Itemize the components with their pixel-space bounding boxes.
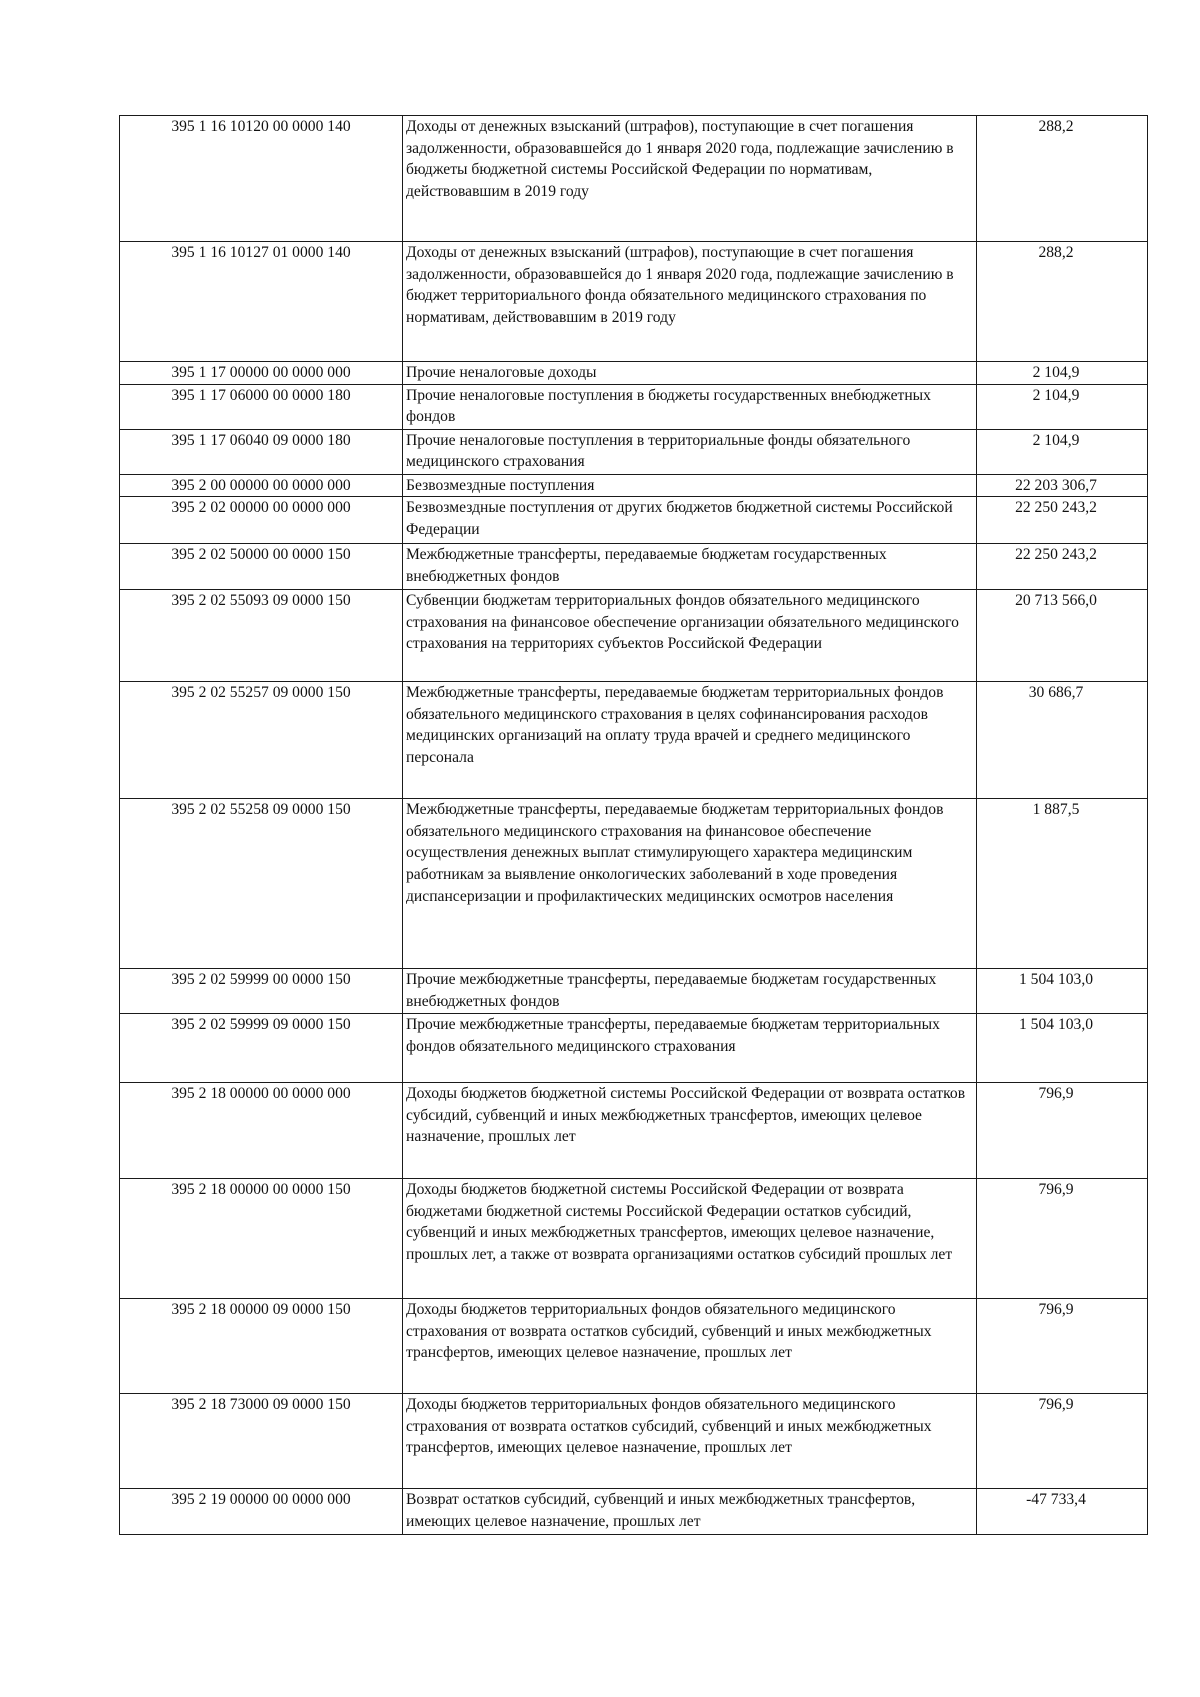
row-code: 395 2 02 59999 00 0000 150 bbox=[120, 969, 403, 1014]
row-description: Прочие неналоговые поступления в территориальные фонды обязательного медицинского страхования bbox=[403, 429, 977, 474]
row-amount: 22 203 306,7 bbox=[977, 474, 1148, 497]
row-amount: 22 250 243,2 bbox=[977, 544, 1148, 590]
row-code: 395 1 17 00000 00 0000 000 bbox=[120, 362, 403, 385]
row-code: 395 2 02 59999 09 0000 150 bbox=[120, 1014, 403, 1083]
row-description: Доходы бюджетов бюджетной системы Российской Федерации от возврата бюджетами бюджетной системы Российской Федерации остатков субсидий, субвенций и иных межбюджетных трансфертов, имеющих целевое назначение, прошлых лет, а также от возврата организациями остатков субсидий прошлых лет bbox=[403, 1179, 977, 1299]
table-row bbox=[120, 1299, 1148, 1394]
table-row bbox=[120, 497, 1148, 544]
table-row bbox=[120, 429, 1148, 474]
row-code: 395 2 00 00000 00 0000 000 bbox=[120, 474, 403, 497]
row-description: Доходы бюджетов территориальных фондов обязательного медицинского страхования от возврата остатков субсидий, субвенций и иных межбюджетных трансфертов, имеющих целевое назначение, прошлых лет bbox=[403, 1299, 977, 1394]
row-amount: 288,2 bbox=[977, 242, 1148, 362]
row-description: Доходы от денежных взысканий (штрафов), поступающие в счет погашения задолженности, образовавшейся до 1 января 2020 года, подлежащие зачислению в бюджет территориального фонда обязательного медицинского страхования по нормативам, действовавшим в 2019 году bbox=[403, 242, 977, 362]
row-code: 395 2 18 00000 00 0000 000 bbox=[120, 1083, 403, 1179]
table-row bbox=[120, 799, 1148, 969]
table-row bbox=[120, 242, 1148, 362]
row-amount: 30 686,7 bbox=[977, 682, 1148, 799]
row-amount: 796,9 bbox=[977, 1394, 1148, 1489]
row-code: 395 2 02 00000 00 0000 000 bbox=[120, 497, 403, 544]
row-amount: 1 887,5 bbox=[977, 799, 1148, 969]
row-description: Прочие неналоговые поступления в бюджеты государственных внебюджетных фондов bbox=[403, 384, 977, 429]
revenue-table bbox=[119, 115, 1148, 1535]
table-row bbox=[120, 1179, 1148, 1299]
row-description: Прочие межбюджетные трансферты, передаваемые бюджетам государственных внебюджетных фондов bbox=[403, 969, 977, 1014]
table-row bbox=[120, 682, 1148, 799]
row-amount: 796,9 bbox=[977, 1179, 1148, 1299]
table-row bbox=[120, 1014, 1148, 1083]
row-description: Межбюджетные трансферты, передаваемые бюджетам территориальных фондов обязательного медицинского страхования в целях софинансирования расходов медицинских организаций на оплату труда врачей и среднего медицинского персонала bbox=[403, 682, 977, 799]
table-row bbox=[120, 116, 1148, 242]
row-amount: 20 713 566,0 bbox=[977, 590, 1148, 682]
row-code: 395 1 17 06000 00 0000 180 bbox=[120, 384, 403, 429]
row-code: 395 2 19 00000 00 0000 000 bbox=[120, 1489, 403, 1535]
table-row bbox=[120, 590, 1148, 682]
table-row bbox=[120, 1489, 1148, 1535]
table-row bbox=[120, 1394, 1148, 1489]
row-code: 395 2 18 00000 00 0000 150 bbox=[120, 1179, 403, 1299]
row-description: Прочие межбюджетные трансферты, передаваемые бюджетам территориальных фондов обязательного медицинского страхования bbox=[403, 1014, 977, 1083]
row-description: Межбюджетные трансферты, передаваемые бюджетам государственных внебюджетных фондов bbox=[403, 544, 977, 590]
row-code: 395 1 16 10127 01 0000 140 bbox=[120, 242, 403, 362]
row-description: Прочие неналоговые доходы bbox=[403, 362, 977, 385]
row-code: 395 2 02 50000 00 0000 150 bbox=[120, 544, 403, 590]
row-description: Субвенции бюджетам территориальных фондов обязательного медицинского страхования на финансовое обеспечение организации обязательного медицинского страхования на территориях субъектов Российской Федерации bbox=[403, 590, 977, 682]
row-amount: -47 733,4 bbox=[977, 1489, 1148, 1535]
table-row bbox=[120, 474, 1148, 497]
row-description: Доходы бюджетов территориальных фондов обязательного медицинского страхования от возврата остатков субсидий, субвенций и иных межбюджетных трансфертов, имеющих целевое назначение, прошлых лет bbox=[403, 1394, 977, 1489]
row-description: Безвозмездные поступления от других бюджетов бюджетной системы Российской Федерации bbox=[403, 497, 977, 544]
row-description: Возврат остатков субсидий, субвенций и иных межбюджетных трансфертов, имеющих целевое назначение, прошлых лет bbox=[403, 1489, 977, 1535]
row-code: 395 1 16 10120 00 0000 140 bbox=[120, 116, 403, 242]
row-amount: 1 504 103,0 bbox=[977, 969, 1148, 1014]
row-code: 395 2 02 55257 09 0000 150 bbox=[120, 682, 403, 799]
row-amount: 2 104,9 bbox=[977, 362, 1148, 385]
row-amount: 22 250 243,2 bbox=[977, 497, 1148, 544]
row-amount: 2 104,9 bbox=[977, 384, 1148, 429]
table-row bbox=[120, 362, 1148, 385]
row-code: 395 2 18 73000 09 0000 150 bbox=[120, 1394, 403, 1489]
row-amount: 1 504 103,0 bbox=[977, 1014, 1148, 1083]
table-row bbox=[120, 969, 1148, 1014]
table-row bbox=[120, 544, 1148, 590]
table-row bbox=[120, 1083, 1148, 1179]
row-amount: 2 104,9 bbox=[977, 429, 1148, 474]
row-code: 395 2 02 55258 09 0000 150 bbox=[120, 799, 403, 969]
row-description: Доходы бюджетов бюджетной системы Российской Федерации от возврата остатков субсидий, субвенций и иных межбюджетных трансфертов, имеющих целевое назначение, прошлых лет bbox=[403, 1083, 977, 1179]
table-row bbox=[120, 384, 1148, 429]
row-amount: 288,2 bbox=[977, 116, 1148, 242]
row-description: Межбюджетные трансферты, передаваемые бюджетам территориальных фондов обязательного медицинского страхования на финансовое обеспечение осуществления денежных выплат стимулирующего характера медицинским работникам за выявление онкологических заболеваний в ходе проведения диспансеризации и профилактических медицинских осмотров населения bbox=[403, 799, 977, 969]
row-amount: 796,9 bbox=[977, 1299, 1148, 1394]
row-code: 395 2 02 55093 09 0000 150 bbox=[120, 590, 403, 682]
row-code: 395 2 18 00000 09 0000 150 bbox=[120, 1299, 403, 1394]
row-code: 395 1 17 06040 09 0000 180 bbox=[120, 429, 403, 474]
row-amount: 796,9 bbox=[977, 1083, 1148, 1179]
row-description: Доходы от денежных взысканий (штрафов), поступающие в счет погашения задолженности, образовавшейся до 1 января 2020 года, подлежащие зачислению в бюджеты бюджетной системы Российской Федерации по нормативам, действовавшим в 2019 году bbox=[403, 116, 977, 242]
row-description: Безвозмездные поступления bbox=[403, 474, 977, 497]
